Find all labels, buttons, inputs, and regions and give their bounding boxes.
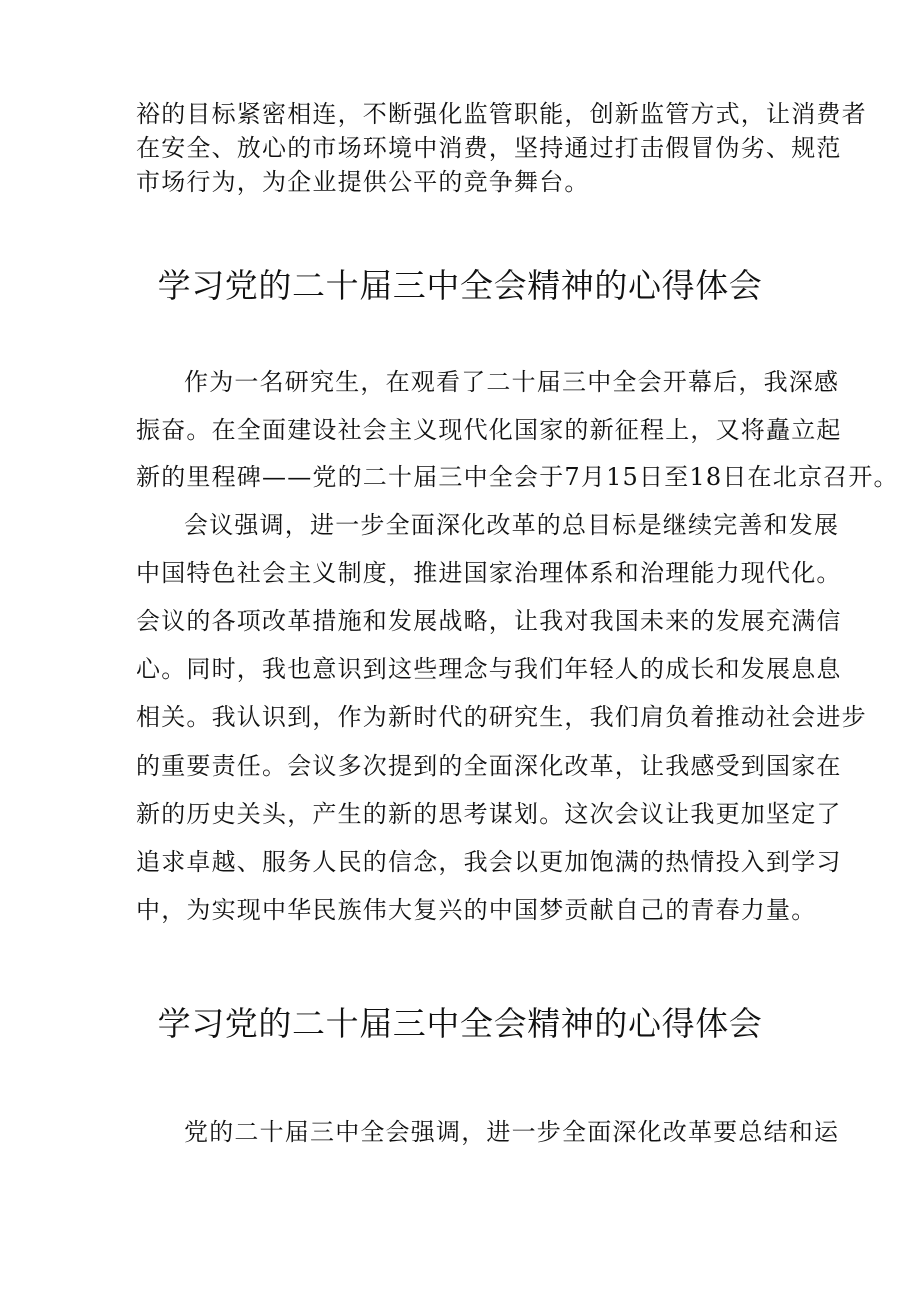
text-line: 党的二十届三中全会强调，进一步全面深化改革要总结和运 (184, 1118, 840, 1146)
text-line: 相关。我认识到，作为新时代的研究生，我们肩负着推动社会进步 (136, 703, 867, 731)
text-line: 追求卓越、服务人民的信念，我会以更加饱满的热情投入到学习 (136, 848, 842, 876)
text-line: 心。同时，我也意识到这些理念与我们年轻人的成长和发展息息 (136, 655, 842, 683)
text-line: 市场行为，为企业提供公平的竞争舞台。 (136, 168, 590, 196)
text-line: 新的历史关头，产生的新的思考谋划。这次会议让我更加坚定了 (136, 800, 842, 828)
text-line: 新的里程碑——党的二十届三中全会于7月15日至18日在北京召开。 (136, 463, 899, 491)
text-line: 振奋。在全面建设社会主义现代化国家的新征程上，又将矗立起 (136, 416, 842, 444)
text-line: 的重要责任。会议多次提到的全面深化改革，让我感受到国家在 (136, 752, 842, 780)
text-line: 中，为实现中华民族伟大复兴的中国梦贡献自己的青春力量。 (136, 896, 817, 924)
text-line: 裕的目标紧密相连，不断强化监管职能，创新监管方式，让消费者 (136, 100, 867, 128)
text-line: 会议的各项改革措施和发展战略，让我对我国未来的发展充满信 (136, 607, 842, 635)
text-line: 会议强调，进一步全面深化改革的总目标是继续完善和发展 (184, 511, 840, 539)
text-line: 中国特色社会主义制度，推进国家治理体系和治理能力现代化。 (136, 559, 842, 587)
section-heading: 学习党的二十届三中全会精神的心得体会 (157, 1004, 763, 1043)
text-line: 作为一名研究生，在观看了二十届三中全会开幕后，我深感 (184, 368, 840, 396)
text-line: 在安全、放心的市场环境中消费，坚持通过打击假冒伪劣、规范 (136, 134, 842, 162)
section-heading: 学习党的二十届三中全会精神的心得体会 (157, 266, 763, 305)
